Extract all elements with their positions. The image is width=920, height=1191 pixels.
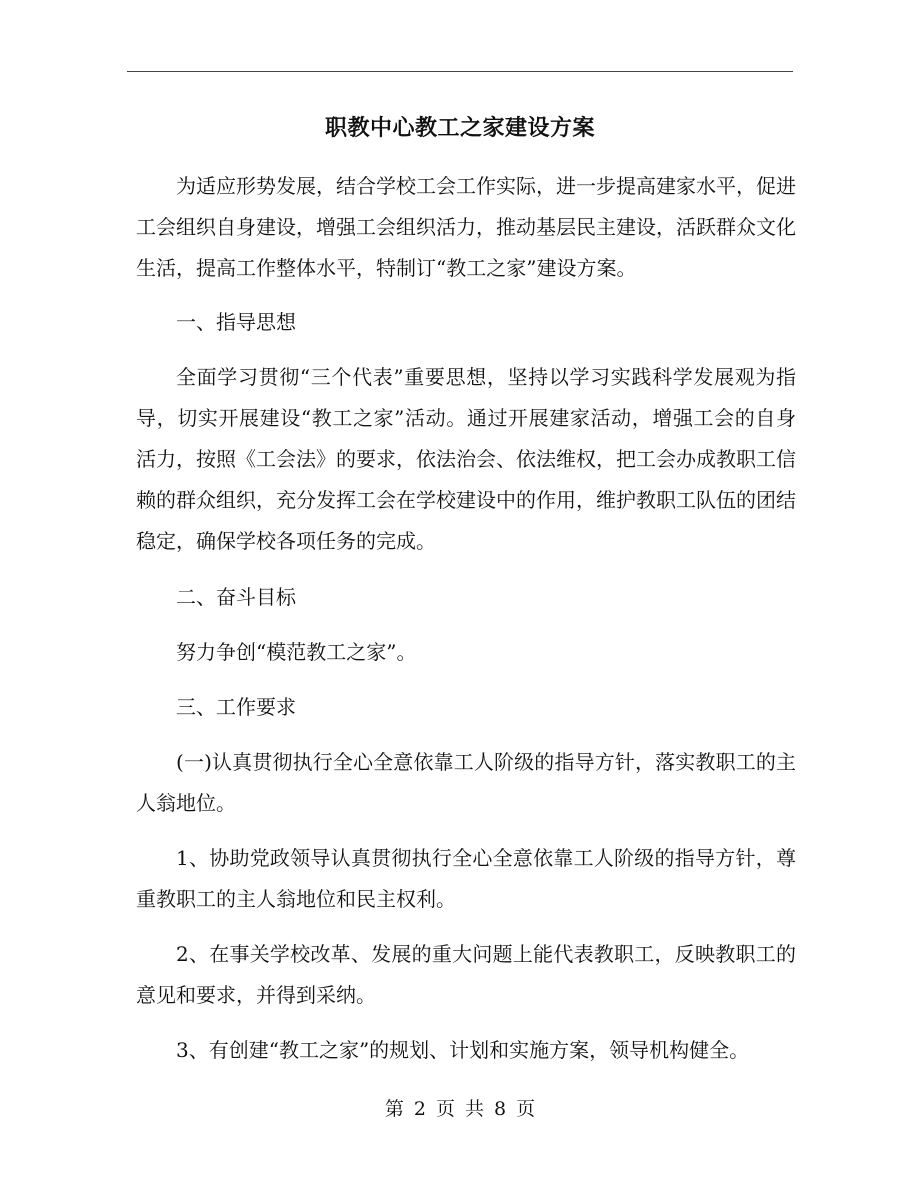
heading-goals: 二、奋斗目标	[176, 585, 296, 609]
header-rule	[127, 71, 793, 72]
page-number: 第 2 页 共 8 页	[384, 1098, 536, 1120]
paragraph-requirement-1: (一)认真贯彻执行全心全意依靠工人阶级的指导方针，落实教职工的主人翁地位。	[136, 750, 796, 815]
paragraph-item-2: 2、在事关学校改革、发展的重大问题上能代表教职工，反映教职工的意见和要求，并得到采纳。	[136, 942, 796, 1007]
paragraph-intro: 为适应形势发展，结合学校工会工作实际，进一步提高建家水平，促进工会组织自身建设，增强工会组织活力，推动基层民主建设，活跃群众文化生活，提高工作整体水平，特制订“教工之家”建设方案。	[136, 174, 796, 280]
paragraph-item-3: 3、有创建“教工之家”的规划、计划和实施方案，领导机构健全。	[176, 1038, 750, 1062]
paragraph-item-1: 1、协助党政领导认真贯彻执行全心全意依靠工人阶级的指导方针，尊重教职工的主人翁地位和民主权利。	[136, 846, 796, 911]
paragraph-goals: 努力争创“模范教工之家”。	[176, 640, 417, 664]
heading-work-requirements: 三、工作要求	[176, 695, 296, 719]
heading-guiding-ideology: 一、指导思想	[176, 310, 296, 334]
document-title: 职教中心教工之家建设方案	[324, 115, 595, 141]
paragraph-guiding-ideology: 全面学习贯彻“三个代表”重要思想，坚持以学习实践科学发展观为指导，切实开展建设“教工之家”活动。通过开展建家活动，增强工会的自身活力，按照《工会法》的要求，依法治会、依法维权，把工会办成教职工信赖的群众组织，充分发挥工会在学校建设中的作用，维护教职工队伍的团结稳定，确保学校各项任务的完成。	[136, 365, 796, 553]
